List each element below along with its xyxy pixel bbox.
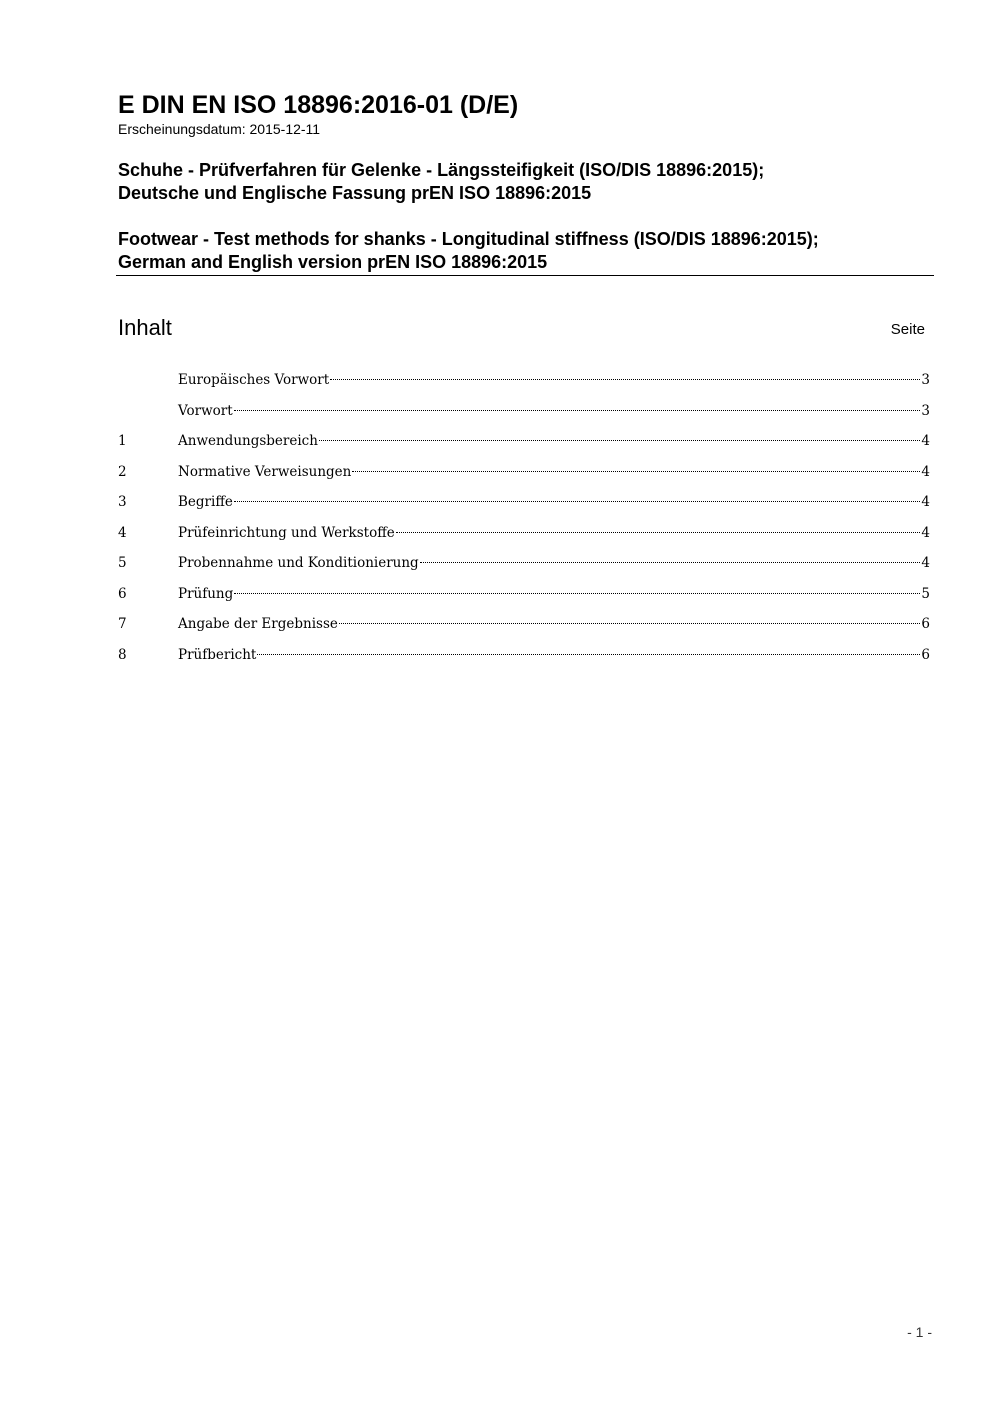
toc-entry-europaeisches-vorwort[interactable] — [118, 369, 930, 400]
toc-heading: Inhalt — [118, 315, 172, 340]
table-of-contents — [118, 369, 930, 674]
toc-entry-page: 4 — [921, 433, 930, 449]
toc-entry-title: Europäisches Vorwort — [178, 372, 330, 388]
english-title-line: German and English version prEN ISO 18896:2015 — [118, 252, 548, 272]
toc-dot-leader — [330, 378, 920, 380]
toc-dot-leader — [396, 531, 921, 533]
toc-dot-leader — [339, 622, 921, 624]
toc-entry-title: Probennahme und Konditionierung — [178, 555, 419, 571]
toc-entry-begriffe[interactable] — [118, 491, 930, 522]
toc-dot-leader — [319, 439, 920, 441]
toc-entry-page: 4 — [921, 494, 930, 510]
toc-entry-page: 3 — [921, 372, 930, 388]
toc-entry-number: 5 — [118, 555, 127, 571]
toc-dot-leader — [234, 500, 921, 502]
toc-entry-page: 4 — [921, 463, 930, 480]
toc-entry-title: Begriffe — [178, 494, 233, 510]
toc-dot-leader — [234, 409, 921, 411]
german-title-line: Schuhe - Prüfverfahren für Gelenke - Längssteifigkeit (ISO/DIS 18896:2015); — [118, 160, 765, 180]
toc-entry-normative-verweisungen[interactable] — [118, 461, 930, 492]
toc-entry-number: 4 — [118, 524, 127, 541]
toc-entry-pruefeinrichtung[interactable] — [118, 522, 930, 553]
english-title — [118, 228, 819, 274]
toc-entry-pruefbericht[interactable] — [118, 644, 930, 675]
toc-entry-number: 3 — [118, 494, 127, 510]
toc-entry-angabe-der-ergebnisse[interactable] — [118, 613, 930, 644]
toc-entry-number: 2 — [118, 463, 127, 480]
toc-entry-title: Vorwort — [178, 402, 233, 419]
toc-entry-title: Prüfeinrichtung und Werkstoffe — [178, 524, 395, 541]
toc-dot-leader — [257, 653, 920, 655]
german-title-line: Deutsche und Englische Fassung prEN ISO 18896:2015 — [118, 183, 592, 203]
toc-entry-number: 1 — [118, 433, 127, 449]
toc-entry-title: Normative Verweisungen — [178, 463, 352, 480]
toc-entry-page: 4 — [921, 524, 930, 541]
toc-entry-probennahme[interactable] — [118, 552, 930, 583]
toc-entry-page: 3 — [921, 402, 930, 419]
toc-page-label: Seite — [890, 321, 925, 338]
toc-dot-leader — [420, 561, 921, 563]
german-title — [118, 159, 764, 205]
toc-entry-title: Anwendungsbereich — [178, 433, 318, 449]
toc-entry-page: 6 — [921, 646, 930, 663]
toc-entry-number: 7 — [118, 616, 127, 632]
toc-entry-number: 6 — [118, 585, 127, 602]
toc-entry-page: 4 — [921, 555, 930, 571]
toc-entry-anwendungsbereich[interactable] — [118, 430, 930, 461]
toc-entry-page: 5 — [921, 585, 930, 602]
toc-entry-vorwort[interactable] — [118, 400, 930, 431]
toc-entry-pruefung[interactable] — [118, 583, 930, 614]
toc-entry-title: Prüfung — [178, 585, 234, 602]
page-number: - 1 - — [907, 1324, 932, 1340]
toc-entry-number: 8 — [118, 646, 127, 663]
toc-entry-title: Prüfbericht — [178, 646, 257, 663]
toc-dot-leader — [234, 592, 920, 594]
document-title: E DIN EN ISO 18896:2016-01 (D/E) — [118, 91, 519, 119]
toc-dot-leader — [352, 470, 920, 472]
toc-entry-title: Angabe der Ergebnisse — [178, 616, 338, 632]
english-title-line: Footwear - Test methods for shanks - Longitudinal stiffness (ISO/DIS 18896:2015); — [118, 229, 819, 249]
toc-entry-page: 6 — [921, 616, 930, 632]
title-divider — [116, 275, 934, 276]
publication-date: Erscheinungsdatum: 2015-12-11 — [118, 121, 321, 137]
